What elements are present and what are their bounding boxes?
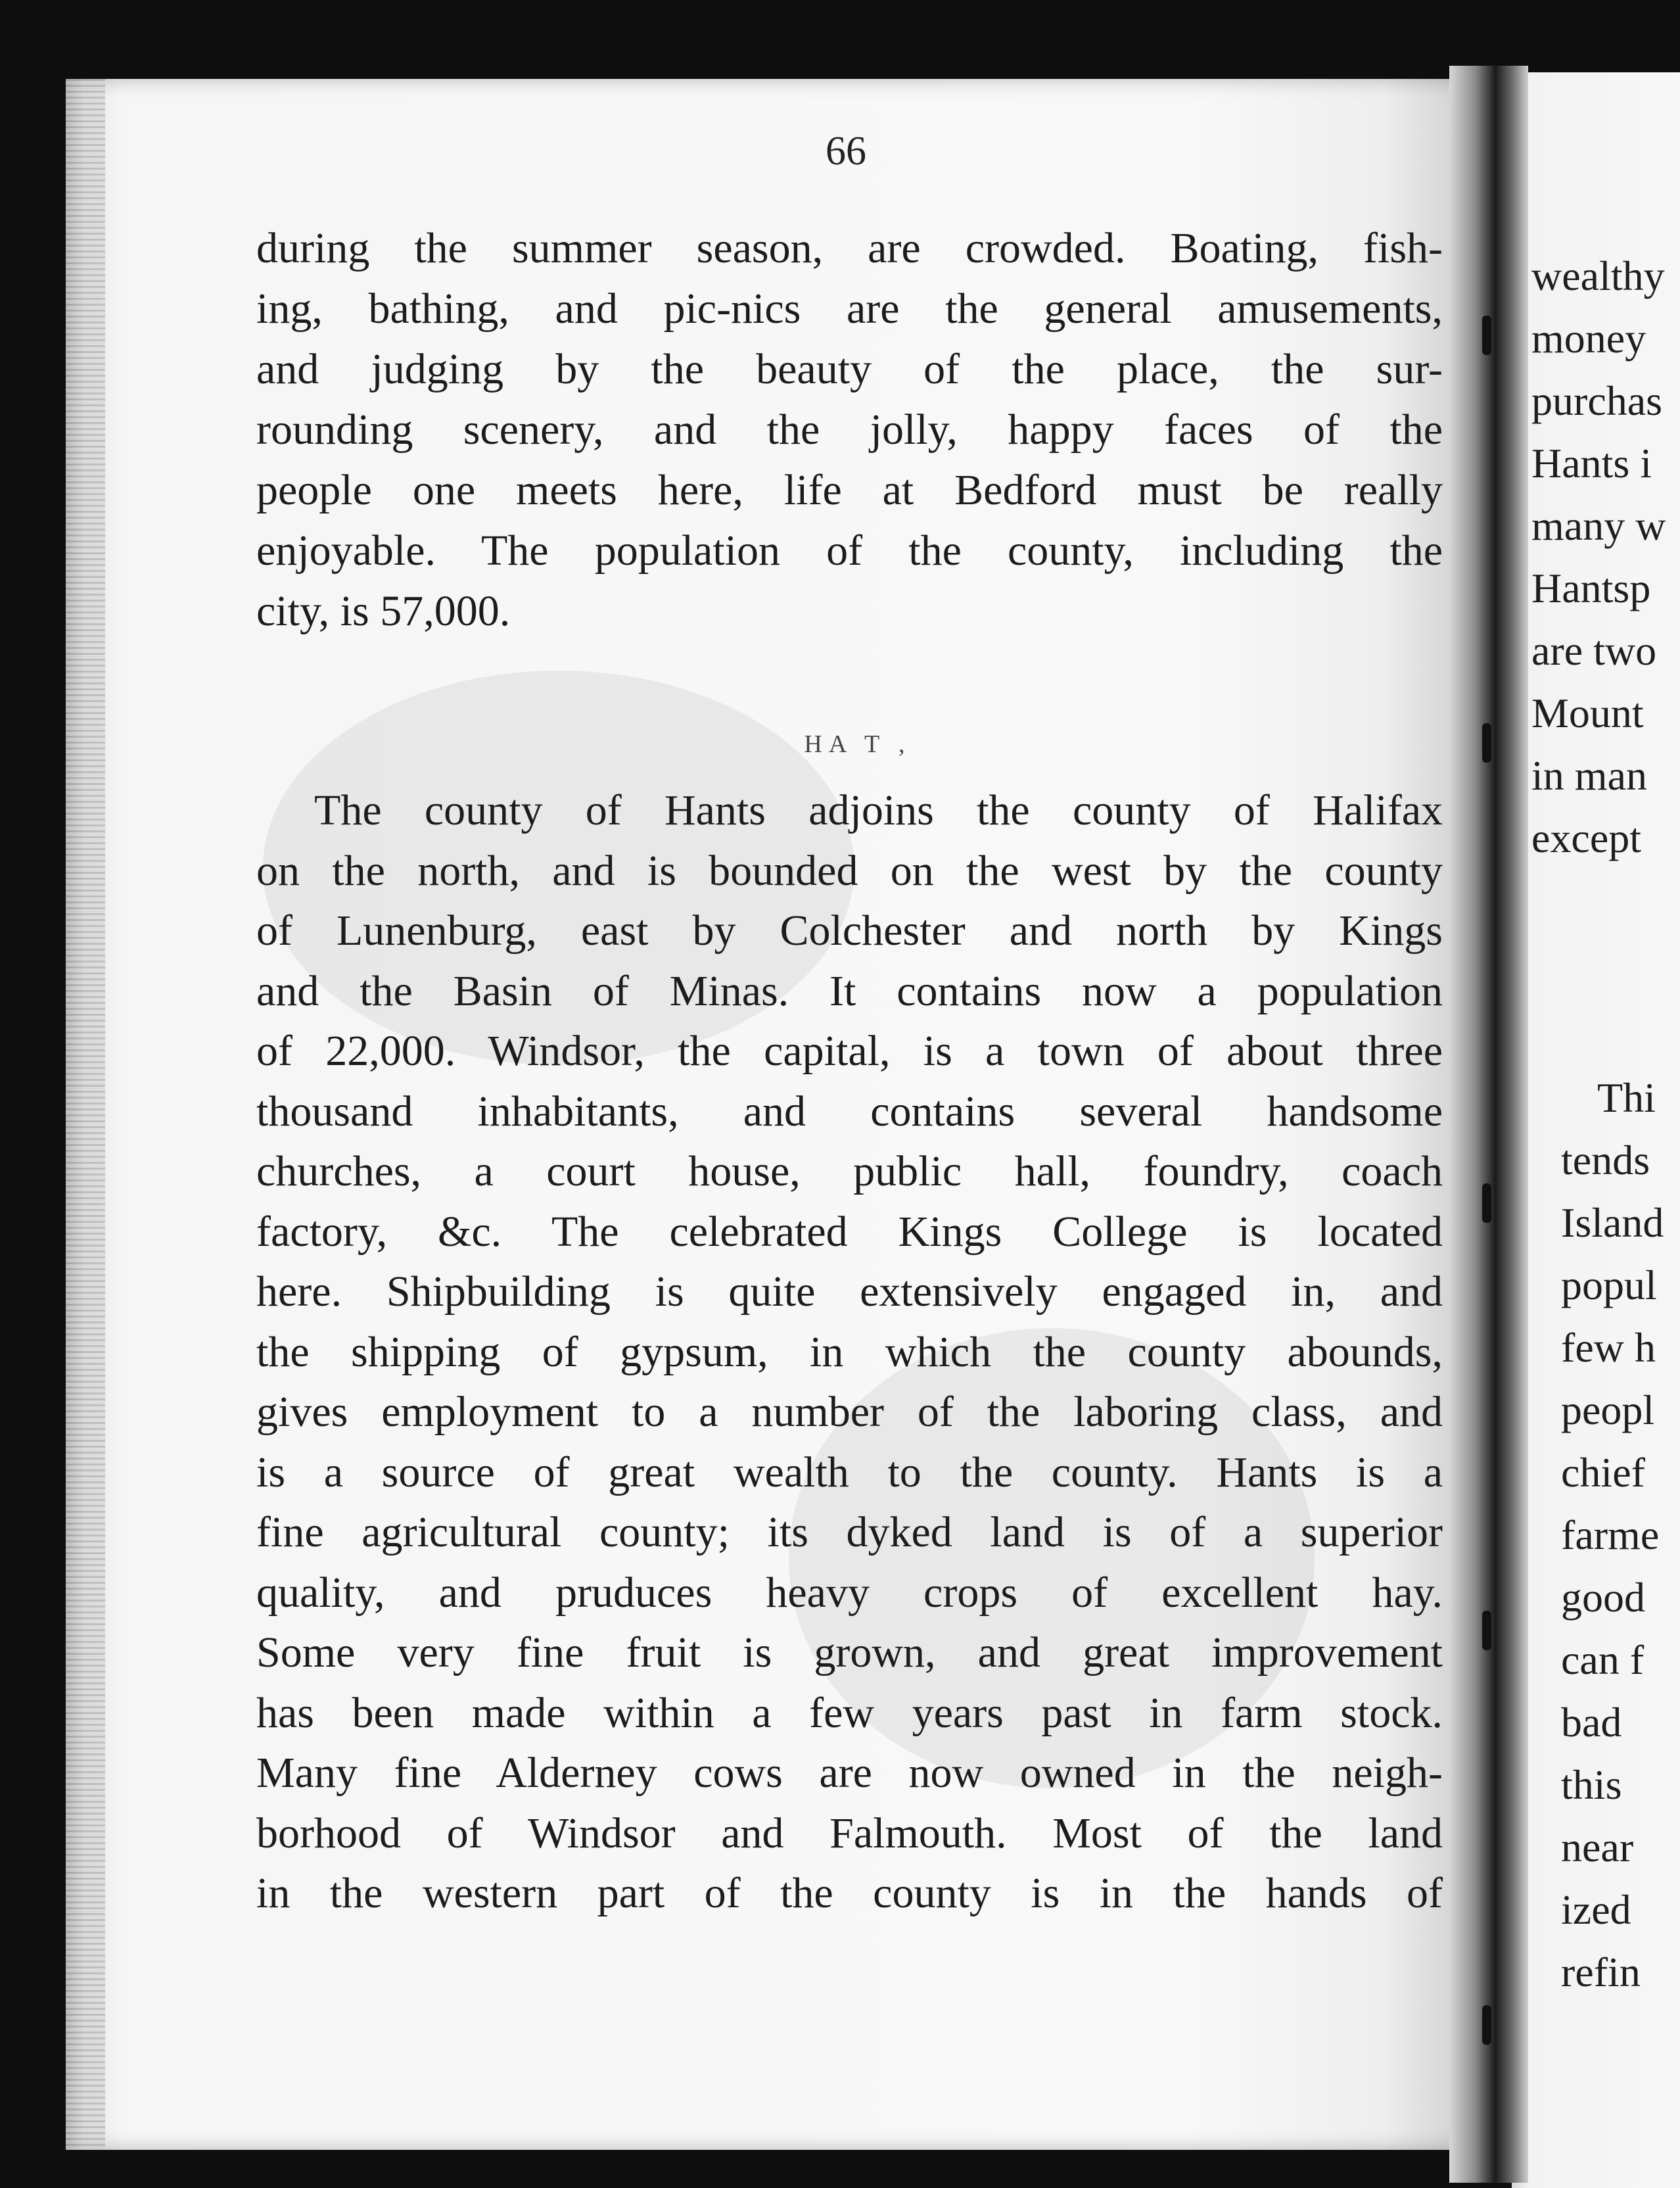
partial-text-line: ized — [1561, 1886, 1631, 1933]
partial-text-line: near — [1561, 1824, 1634, 1870]
text-line: ing, bathing, and pic-nics are the general amusements, — [256, 285, 1443, 333]
binding-stitch — [1482, 316, 1491, 355]
partial-text-line: Thi — [1597, 1074, 1656, 1121]
partial-text-line: can f — [1561, 1636, 1645, 1683]
text-line: borhood of Windsor and Falmouth. Most of the land — [256, 1809, 1443, 1857]
text-line: here. Shipbuilding is quite extensively engaged in, and — [256, 1268, 1443, 1316]
text-line: people one meets here, life at Bedford must be really — [256, 466, 1443, 514]
partial-text-line: refin — [1561, 1949, 1641, 1995]
partial-text-line: popul — [1561, 1262, 1657, 1308]
text-line: thousand inhabitants, and contains several handsome — [256, 1087, 1443, 1135]
text-line: and judging by the beauty of the place, the sur- — [256, 345, 1443, 393]
text-line: fine agricultural county; its dyked land is of a superior — [256, 1508, 1443, 1556]
binding-stitch — [1482, 2005, 1491, 2045]
partial-text-line: except — [1531, 815, 1641, 861]
partial-text-line: chief — [1561, 1449, 1645, 1496]
binding-stitch — [1482, 1611, 1491, 1650]
partial-text-line: this — [1561, 1761, 1622, 1808]
partial-text-line: money — [1531, 315, 1646, 362]
partial-text-line: few h — [1561, 1324, 1656, 1371]
partial-text-line: Mount — [1531, 690, 1644, 736]
text-line: on the north, and is bounded on the west by the county — [256, 846, 1443, 895]
page-number: 66 — [826, 129, 866, 174]
text-line: of 22,000. Windsor, the capital, is a town of about three — [256, 1027, 1443, 1075]
text-line: factory, &c. The celebrated Kings College is located — [256, 1207, 1443, 1256]
text-line: churches, a court house, public hall, foundry, coach — [256, 1147, 1443, 1195]
text-line: in the western part of the county is in the hands of — [256, 1869, 1443, 1917]
text-line: of Lunenburg, east by Colchester and north by Kings — [256, 907, 1443, 955]
partial-text-line: peopl — [1561, 1387, 1655, 1433]
partial-text-line: are two — [1531, 627, 1657, 674]
partial-text-line: purchas — [1531, 377, 1663, 424]
text-line: gives employment to a number of the laboring class, and — [256, 1388, 1443, 1436]
text-line: and the Basin of Minas. It contains now a population — [256, 966, 1443, 1015]
text-line: The county of Hants adjoins the county of Halifax — [314, 786, 1443, 834]
partial-text-line: Island — [1561, 1199, 1664, 1246]
partial-text-line: Hantsp — [1531, 565, 1651, 611]
text-line: enjoyable. The population of the county, including the — [256, 527, 1443, 575]
text-line: is a source of great wealth to the county. Hants is a — [256, 1448, 1443, 1496]
book-gutter — [1449, 66, 1528, 2183]
partial-text-line: tends — [1561, 1137, 1650, 1183]
partial-text-line: wealthy — [1531, 252, 1665, 299]
right-page-text — [1531, 0, 1680, 2188]
text-line: city, is 57,000. — [256, 587, 511, 635]
binding-stitch — [1482, 1183, 1491, 1223]
text-line: has been made within a few years past in farm stock. — [256, 1688, 1443, 1737]
partial-text-line: bad — [1561, 1699, 1622, 1746]
text-line: during the summer season, are crowded. Boating, fish- — [256, 224, 1443, 272]
partial-text-line: Hants i — [1531, 440, 1652, 487]
section-heading: HA T , — [804, 730, 912, 758]
text-line: quality, and pruduces heavy crops of excellent hay. — [256, 1568, 1443, 1617]
partial-text-line: farme — [1561, 1511, 1660, 1558]
text-line: rounding scenery, and the jolly, happy faces of the — [256, 406, 1443, 454]
text-line: Some very fine fruit is grown, and great improvement — [256, 1629, 1443, 1677]
partial-text-line: many w — [1531, 502, 1666, 549]
text-line: Many fine Alderney cows are now owned in the neigh- — [256, 1749, 1443, 1797]
partial-text-line: in man — [1531, 752, 1647, 799]
page-edge — [66, 79, 105, 2150]
text-line: the shipping of gypsum, in which the county abounds, — [256, 1327, 1443, 1376]
binding-stitch — [1482, 723, 1491, 763]
partial-text-line: good — [1561, 1574, 1645, 1621]
